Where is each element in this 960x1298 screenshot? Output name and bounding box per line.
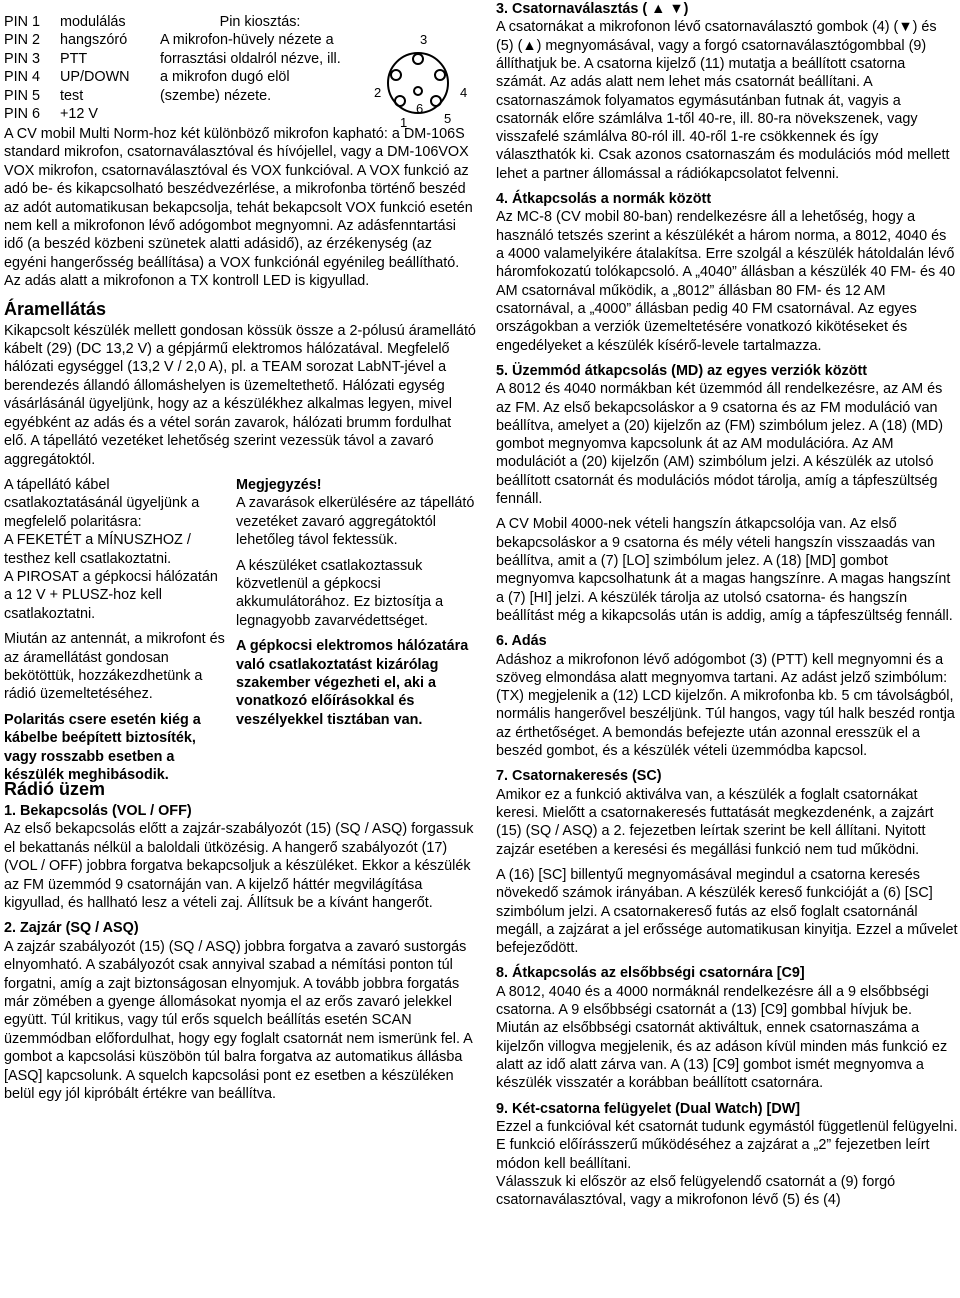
section-text: Válasszuk ki először az első felügyelendő csatornát a (9) forgó csatornaválasztóval, vagy a mikrofonon lévő (5) és (4) (496, 1173, 896, 1209)
polarity-warning: Polaritás csere esetén kiég a kábelbe beépített biztosíték, vagy rosszabb esetben a készülék meghibásodik. (4, 711, 201, 783)
section-title: 3. Csatornaválasztás ( ▲ ▼) (496, 1, 689, 17)
power-heading: Áramellátás (4, 298, 107, 319)
connector-diagram (372, 31, 468, 129)
pin-row (4, 13, 130, 31)
section-text: A CV Mobil 4000-nek vételi hangszín átkapcsolója van. Az első bekapcsoláskor a 9 csatorna és mély vételi hangszín visszaadás van beállítva, amit a (7) [LO] szimbólum jelez. A (18) [MD] gombot megnyomva kapcsolhatunk át a magas hangszínre. A magas hangszínt a (7) [HI] jelzi. A készülék tárolja az utolsó csatorna- és hangszín beállítást még a kikapcsolás után is addig, amíg a tápfeszültség fennáll. (496, 516, 953, 624)
pin-function: +12 V (60, 106, 99, 123)
cable-line: Miután az antennát, a mikrofont és az áramellátást gondosan bekötöttük, hozzákezdhetünk a rádió üzemeltetéséhez. (4, 631, 225, 703)
section-title: 1. Bekapcsolás (VOL / OFF) (4, 802, 192, 819)
pin-row (4, 68, 130, 86)
pin-row (4, 105, 130, 123)
microphone-paragraph: A CV mobil Multi Norm-hoz két különböző mikrofon kapható: a DM-106S standard mikrofon, csatornaválasztóval és hívójellel, vagy a DM-106VOX VOX mikrofon, csatornaválasztóval és VOX funkcióval. A VOX funkció az adó be- és kikapcsolható beszédvezérlése, a mikrofonba történő beszéd az adót automatikusan bekapcsolja, tehát bekapcsolt VOX funkció esetén nem kell a mikrofonon lévő adógombot megnyomni. Az adásfenntartási idő (a beszéd közbeni szünetek alatti adásidő), az érzékenység (az egyéni hangerősség beállítása) a VOX funkciónál egyénileg beállítható. Az adás alatt a mikrofonon a TX kontroll LED is kigyullad. (4, 126, 473, 290)
section-text: Adáshoz a mikrofonon lévő adógombot (3) (PTT) kell megnyomni és a szöveg elmondása alatt megnyomva tartani. Az adást jelző szimbólum: (TX) megjelenik a (12) LCD kijelzőn. A mikrofonba kb. 5 cm távolságból, normális hangerővel beszéljünk. Túl hangos, vagy túl halk beszéd rontja az érthetőséget. A bemondás befejezte után azonnal eresszük el a beszéd gombot, és a készülék vételi üzemmódba kapcsol. (496, 651, 955, 760)
section-text: A csatornákat a mikrofonon lévő csatornaválasztó gombok (4) (▼) és (5) (▲) megnyomásával, vagy a forgó csatornaválasztógombbal (9) állíthatjuk be. A csatorna kijelző (11) mutatja a beállított csatorna számát. Az adás alatt nem lehet más csatornát beállítani. A csatornaszámok folyamatos egymásutánban futnak át, vagyis a csatornák előre számlálva 1-től 40-re, ill. 80-ra növekszenek, vagy visszafelé számlálva 80-ról ill. 40-ről 1-re csökkennek és így választhatók ki. Csak azonos csatornaszám és modulációs mód mellett lehet a partner állomással a rádiókapcsolatot felvenni. (496, 19, 950, 182)
section-title: 2. Zajzár (SQ / ASQ) (4, 920, 139, 937)
note-line: A készüléket csatlakoztassuk közvetlenül a gépkocsi akkumulátorához. Ez biztosítja a legnagyobb zavarvédettséget. (236, 557, 444, 629)
connector-label: 6 (416, 101, 424, 116)
note-warning: A gépkocsi elektromos hálózatára való csatlakoztatást kizárólag szakember végezheti el, aki a vonatkozó előírásokkal és veszélyekkel tisztában van. (236, 638, 469, 728)
pin-function: test (60, 87, 84, 104)
right-column (496, 0, 958, 1216)
pin-function: hangszóró (60, 32, 128, 49)
note-box (236, 476, 476, 736)
pin-number: PIN 4 (4, 69, 40, 86)
note-line: A zavarások elkerülésére az tápellátó vezetéket zavaró aggregátoktól lehetőleg távol fektessük. (236, 495, 475, 549)
connector-label: 4 (460, 85, 468, 100)
section-title: 8. Átkapcsolás az elsőbbségi csatornára [C9] (496, 965, 805, 982)
connector-label: 5 (444, 111, 452, 126)
pin-number: PIN 2 (4, 32, 40, 49)
connector-pin (413, 54, 423, 64)
pin-description-line: forrasztási oldalról nézve, ill. (160, 50, 341, 67)
pin-row (4, 87, 130, 105)
pin-number: PIN 5 (4, 87, 40, 104)
section-text: A 8012 és 4040 normákban két üzemmód áll rendelkezésre, az AM és az FM. Az első bekapcsoláskor a 9 csatorna és az FM moduláció van beállítva, amelyet a (20) kijelzőn az (FM) szimbólum jelez. A (18) (MD) gombot megnyomva kapcsolunk át az AM modulációra. Az AM modulációt a (20) kijelzőn (AM) szimbólum jelzi. A készülék az utolsó beállított csatornát és modulációs módot tárolja, amíg a tápfeszültség fennáll. (496, 381, 944, 508)
pin-function: PTT (60, 50, 88, 67)
pin-row (4, 31, 130, 49)
section-text: A 8012, 4040 és a 4000 normáknál rendelkezésre áll a 9 elsőbbségi csatorna. A 9 elsőbbségi csatornát a (13) [C9] gombbal hívjuk be. Miután az elsőbbségi csatornát aktiváltuk, ennek csatornaszáma a kijelzőn villogva megjelenik, és az adáson kívül minden más funkció ez alatt az idő alatt zárva van. A (13) [C9] gombot ismét megnyomva a készülék visszatér a korábban beállított csatornára. (496, 983, 948, 1092)
connector-label: 1 (400, 115, 408, 129)
section-text: Az MC-8 (CV mobil 80-ban) rendelkezésre áll a lehetőség, hogy a használó tetszés szerint a készülékét a három norma, a 8012, 4040 és a 4000 valamelyikére átalakítsa. Erre szolgál a készülék hátoldalán lévő háromfokozatú tolókapcsoló. A „4040” állásban a készülék 40 FM- és 40 AM csatornával működik, a „8012” állásban 80 FM- és 12 AM csatornával, a „4000” állásban pedig 40 FM csatornával. Az egyes országokban a verziók üzemeltetésére vonatkozó kikötéseket és engedélyeket a készülék kísérő-levele tartalmazza. (496, 209, 956, 354)
pin-number: PIN 3 (4, 50, 40, 67)
cable-line: A FEKETÉT a MÍNUSZHOZ / testhez kell csatlakoztatni. (4, 532, 191, 567)
cable-line: A tápellátó kábel csatlakoztatásánál ügyeljünk a megfelelő polaritásra: (4, 476, 200, 530)
section-text: A zajzár szabályozót (15) (SQ / ASQ) jobbra forgatva a zavaró sustorgás elnyomható. A szabályozót csak annyival szabad a némítási ponton túl forgatni, amíg a zajt biztonságosan elnyomjuk. A tovább jobbra forgatás már zömében a gyenge állomásokat nyomja el az erős zavaró jelekkel együtt. Túl kritikus, vagy túl erős squelch beállítás esetén SCAN üzemmódban előfordulhat, hogy egy foglalt csatornát nem ismerünk fel. A gombot a kapcsolási küszöbön túl balra forgatva az automatikus állásba [ASQ] kapcsolunk. A squelch kapcsolási pont ez esetben a készüléken belül egy jól kipróbált értékre van beállítva. (4, 938, 472, 1102)
pin-function: UP/DOWN (60, 69, 130, 86)
section-title: 7. Csatornakeresés (SC) (496, 768, 662, 785)
connector-label: 3 (420, 32, 428, 47)
connector-label: 2 (374, 85, 382, 100)
pin-assignment (4, 13, 476, 129)
pin-description-line: (szembe) nézete. (160, 87, 272, 104)
section-text: Amikor ez a funkció aktiválva van, a készülék a foglalt csatornákat keresi. Mielőtt a csatornakeresés futtatását megkezdenénk, a zajzárt (15) (SQ / ASQ) a 2. fejezetben leírtak szerint be kell állítani. Nyitott zajzár esetében a keresési és megállási funkció nem tud működni. (496, 786, 934, 858)
pin-description (160, 13, 380, 105)
note-title: Megjegyzés! (236, 476, 322, 493)
pin-table (4, 13, 130, 123)
section-text: Ezzel a funkcióval két csatornát tudunk egymástól függetlenül felügyelni. E funkció előírásszerű működéséhez a zajzárat a „2” fejezetben leírt módon kell beállítani. (496, 1118, 958, 1172)
connector-pin (431, 96, 441, 106)
pin-description-title: Pin kiosztás: (219, 14, 301, 30)
pin-description-line: a mikrofon dugó elöl (160, 69, 290, 86)
section-title: 5. Üzemmód átkapcsolás (MD) az egyes verziók között (496, 362, 868, 379)
connector-pin (395, 96, 405, 106)
pin-description-line: A mikrofon-hüvely nézete a (160, 32, 334, 49)
section-text: A (16) [SC] billentyű megnyomásával megindul a csatorna keresés növekedő számok irányában. A készülék kereső funkcióját a (6) [SC] szimbólum jelzi. A csatornakereső futás az első foglalt csatornánál megáll, a zajzárat a jel erőssége automatikusan kinyitja. Ezzel a művelet befejeződött. (496, 866, 958, 957)
connector-pin (414, 87, 422, 95)
section-text: Az első bekapcsolás előtt a zajzár-szabályozót (15) (SQ / ASQ) forgassuk el bekattanás nélkül a baloldali ütközésig. A hangerő szabályozót (17) (VOL / OFF) jobbra forgatva bekapcsoljuk a készüléket. Ekkor a készülék az FM üzemmód 9 csatornáján van. A kijelző háttér megvilágítása kigyullad, és hallható lesz a vételi zaj. Állítsuk be a kívánt hangerőt. (4, 821, 474, 911)
cable-instructions (4, 476, 228, 792)
connector-pin (435, 70, 445, 80)
section-title: 4. Átkapcsolás a normák között (496, 191, 712, 208)
cable-note-block (4, 476, 476, 783)
pin-row (4, 50, 130, 68)
section-title: 9. Két-csatorna felügyelet (Dual Watch) [DW] (496, 1100, 801, 1117)
pin-number: PIN 6 (4, 106, 40, 123)
left-column (4, 13, 476, 1110)
section-title: 6. Adás (496, 633, 547, 650)
cable-line: A PIROSAT a gépkocsi hálózatán a 12 V + PLUSZ-hoz kell csatlakoztatni. (4, 568, 218, 622)
power-paragraph: Kikapcsolt készülék mellett gondosan kössük össze a 2-pólusú áramellátó kábelt (29) (DC 13,2 V) a gépjármű elektromos hálózatával. Megfelelő hálózati egységgel (13,2 V / 2,0 A), pl. a TEAM sorozat LabNT-jével a berendezés állandó állomáshelyen is üzemeltethető. Hálózati egység vásárlásánál ügyeljünk, hogy az a készülékhez alkalmas legyen, mivel egyébként az adás és a vétel során zavarok, hálózati brumm fordulhat elő. A tápellátó vezetéket lehetőség szerint vezessük távol a zavaró aggregátoktól. (4, 322, 476, 468)
connector-pin (391, 70, 401, 80)
pin-function: modulálás (60, 14, 126, 30)
pin-number: PIN 1 (4, 14, 40, 30)
radio-heading: Rádió üzem (4, 778, 106, 799)
